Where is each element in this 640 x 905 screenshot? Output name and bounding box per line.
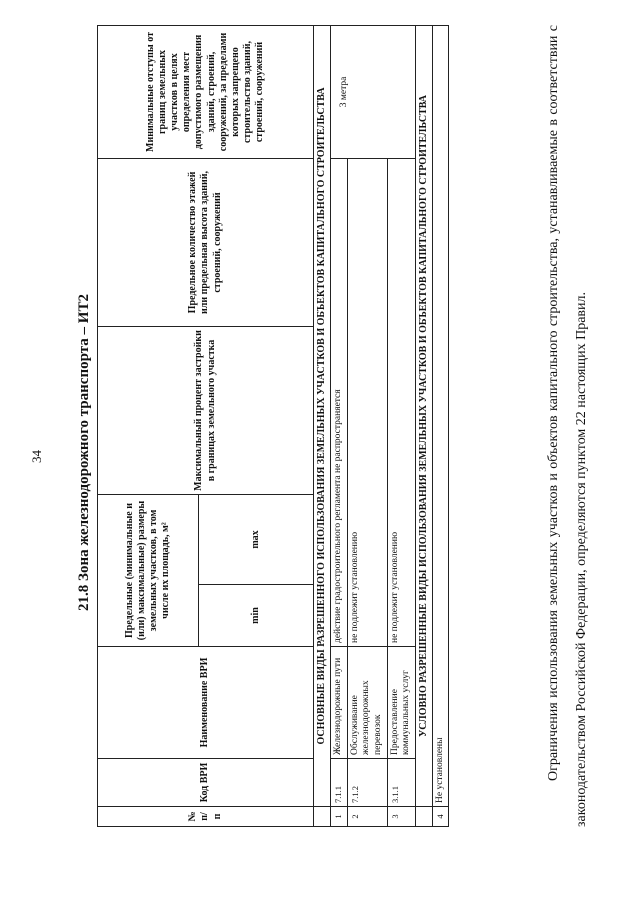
table-row xyxy=(331,25,348,826)
page-title: 21.8 Зона железнодорожного транспорта – ИТ2 xyxy=(76,294,92,611)
header-setback: Минимальные отступы от границ земельных участков в целях определения мест допустимого размещения зданий, строений, сооружений, за пределами которых запрещено строительство зданий, строений, сооружений xyxy=(98,25,314,158)
row-num: 1 xyxy=(331,807,348,827)
row-num: 3 xyxy=(387,807,415,827)
row-code: 7.1.2 xyxy=(347,759,387,807)
table-header-row xyxy=(98,25,199,826)
header-percent: Максимальный процент застройки в границах земельного участка xyxy=(98,326,314,494)
row-name: Обслуживание железнодорожных перевозок xyxy=(347,647,387,759)
header-max: max xyxy=(199,494,314,584)
header-name: Наименование ВРИ xyxy=(98,647,314,759)
section-main: ОСНОВНЫЕ ВИДЫ РАЗРЕШЕННОГО ИСПОЛЬЗОВАНИЯ ЗЕМЕЛЬНЫХ УЧАСТКОВ И ОБЪЕКТОВ КАПИТАЛЬНОГО СТРОИТЕЛЬСТВА xyxy=(314,25,331,806)
row-code: 7.1.1 xyxy=(331,759,348,807)
row-num: 4 xyxy=(432,807,449,827)
header-num: № п/п xyxy=(98,807,314,827)
regulation-table xyxy=(97,25,449,827)
row-name: Предоставление коммунальных услуг xyxy=(387,647,415,759)
header-min: min xyxy=(199,585,314,647)
body-paragraph: Ограничения использования земельных участков и объектов капитального строительства, устанавливаемые в соответствии с законодательством Российской Федерации, определяются пунктом 22 настоящих Правил. xyxy=(546,25,589,827)
table-section-row xyxy=(415,25,432,826)
table-row xyxy=(432,25,449,826)
row-code: 3.1.1 xyxy=(387,759,415,807)
header-floors: Предельное количество этажей или предельная высота зданий, строений, сооружений xyxy=(98,158,314,326)
setback-value: 3 метра xyxy=(331,25,415,158)
header-area-group: Предельные (минимальные и (или) максимальные) размеры земельных участков, в том числе их площадь, м² xyxy=(98,494,199,646)
page-number: 34 xyxy=(29,450,44,463)
row-num: 2 xyxy=(347,807,387,827)
row-value: действие градостроительного регламента не распространяется xyxy=(331,158,348,646)
row-value: не подлежит установлению xyxy=(347,158,387,646)
row-value: не подлежит установлению xyxy=(387,158,415,646)
row-name: Не установлены xyxy=(432,25,449,806)
section-conditional: УСЛОВНО РАЗРЕШЕННЫЕ ВИДЫ ИСПОЛЬЗОВАНИЯ ЗЕМЕЛЬНЫХ УЧАСТКОВ И ОБЪЕКТОВ КАПИТАЛЬНОГО СТРОИТЕЛЬСТВА xyxy=(415,25,432,806)
row-name: Железнодорожные пути xyxy=(331,647,348,759)
table-section-row xyxy=(314,25,331,826)
header-code: Код ВРИ xyxy=(98,759,314,807)
